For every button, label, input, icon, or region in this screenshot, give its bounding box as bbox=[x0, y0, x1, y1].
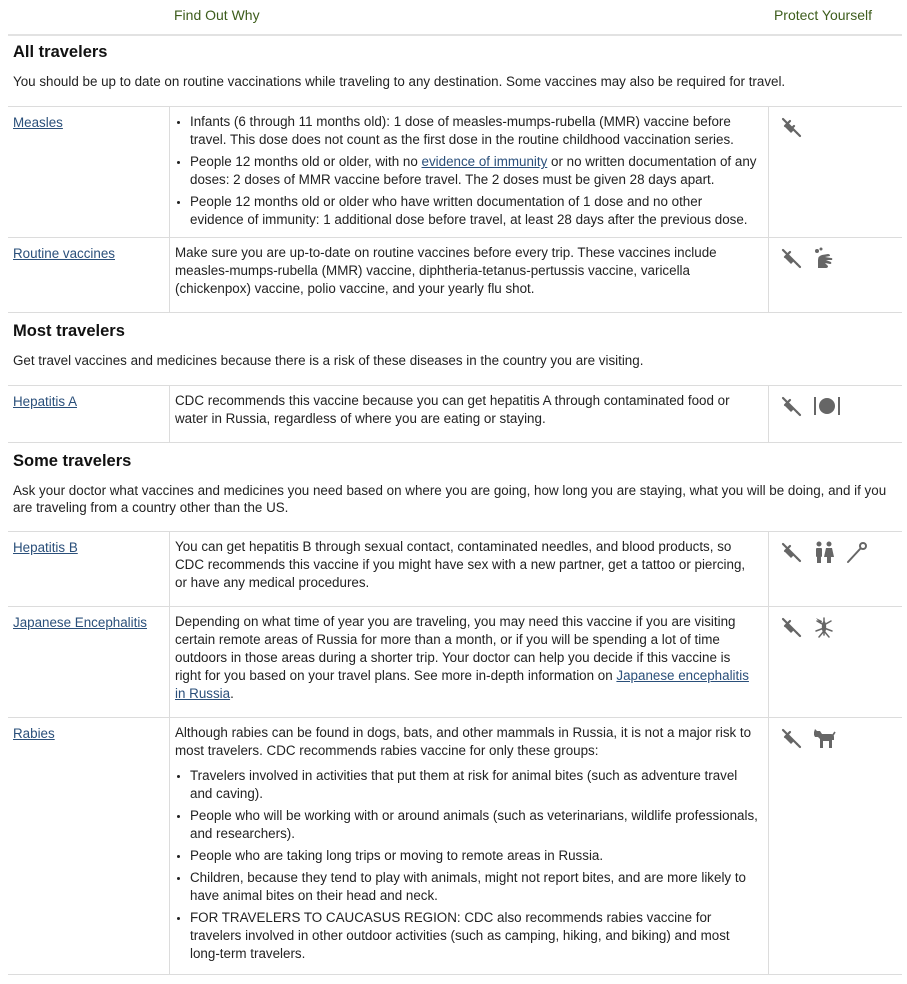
food-plate-icon[interactable] bbox=[812, 394, 842, 418]
evidence-of-immunity-link[interactable]: evidence of immunity bbox=[421, 154, 548, 169]
rabies-intro: Although rabies can be found in dogs, bats, and other mammals in Russia, it is not a major risk to most travelers. CDC recommends rabies vaccine for only these groups: bbox=[175, 725, 752, 758]
rabies-description bbox=[175, 724, 759, 967]
measles-description bbox=[175, 113, 759, 233]
list-item: • People who are taking long trips or moving to remote areas in Russia. bbox=[190, 847, 759, 865]
japanese-encephalitis-description: Depending on what time of year you are traveling, you may need this vaccine if you are visiting certain remote areas of Russia for more than a month, or if you will be spending a lot of time outdoors in those areas during a shorter trip. Your doctor can help you decide if this vaccine is right for you based on your travel plans. See more in-depth information on Japanese encephalitis in Russia. bbox=[175, 614, 749, 701]
table-row-routine-vaccines bbox=[8, 237, 902, 313]
list-item: • People 12 months old or older who have written documentation of 1 dose and no other evidence of immunity: 1 additional dose before travel, at least 28 days after the previous dose. bbox=[190, 193, 759, 229]
syringe-icon[interactable] bbox=[779, 115, 803, 139]
syringe-icon[interactable] bbox=[779, 246, 803, 270]
japanese-encephalitis-link[interactable]: Japanese Encephalitis bbox=[13, 615, 147, 630]
routine-vaccines-description: Make sure you are up-to-date on routine vaccines before every trip. These vaccines include measles-mumps-rubella (MMR) vaccine, diphtheria-tetanus-pertussis vaccine, varicella (chickenpox) vaccine, polio vaccine, and your yearly flu shot. bbox=[175, 245, 717, 296]
section-title: Some travelers bbox=[13, 452, 132, 470]
section-some-travelers bbox=[8, 444, 902, 532]
table-row-hepatitis-a bbox=[8, 385, 902, 443]
table-row-hepatitis-b bbox=[8, 531, 902, 607]
table-header bbox=[8, 0, 902, 36]
list-item: • People 12 months old or older, with no evidence of immunity or no written documentation of any doses: 2 doses of MMR vaccine before travel. The 2 doses must be given 28 days apart. bbox=[190, 153, 759, 189]
list-item: • FOR TRAVELERS TO CAUCASUS REGION: CDC also recommends rabies vaccine for travelers involved in other outdoor activities (such as camping, hiking, and biking) and most long-term travelers. bbox=[190, 909, 759, 963]
list-item: • Travelers involved in activities that put them at risk for animal bites (such as adventure travel and caving). bbox=[190, 767, 759, 803]
list-item: • Children, because they tend to play with animals, might not report bites, and are more likely to have animal bites on their head and neck. bbox=[190, 869, 759, 905]
hepatitis-b-description: You can get hepatitis B through sexual contact, contaminated needles, and blood products, so CDC recommends this vaccine if you might have sex with a new partner, get a tattoo or piercing, or have any medical procedures. bbox=[175, 539, 746, 590]
syringe-icon[interactable] bbox=[779, 394, 803, 418]
protect-yourself-heading: Protect Yourself bbox=[773, 7, 872, 23]
syringe-icon[interactable] bbox=[779, 540, 803, 564]
syringe-icon[interactable] bbox=[779, 726, 803, 750]
section-description: You should be up to date on routine vaccinations while traveling to any destination. Some vaccines may also be required for travel. bbox=[13, 74, 786, 89]
rabies-link[interactable]: Rabies bbox=[13, 726, 55, 741]
measles-link[interactable]: Measles bbox=[13, 115, 63, 130]
hepatitis-a-link[interactable]: Hepatitis A bbox=[13, 394, 78, 409]
hepatitis-b-link[interactable]: Hepatitis B bbox=[13, 540, 78, 555]
section-title: Most travelers bbox=[13, 322, 125, 340]
hand-wash-icon[interactable] bbox=[812, 246, 836, 270]
dog-icon[interactable] bbox=[812, 726, 836, 750]
list-item: • People who will be working with or around animals (such as veterinarians, wildlife professionals, and researchers). bbox=[190, 807, 759, 843]
table-row-japanese-encephalitis bbox=[8, 606, 902, 718]
hepatitis-a-description: CDC recommends this vaccine because you can get hepatitis A through contaminated food or water in Russia, regardless of where you are eating or staying. bbox=[175, 393, 730, 426]
section-most-travelers bbox=[8, 314, 902, 386]
syringe-icon[interactable] bbox=[779, 615, 803, 639]
table-row-measles bbox=[8, 106, 902, 238]
section-description: Get travel vaccines and medicines because there is a risk of these diseases in the country you are visiting. bbox=[13, 353, 644, 368]
needle-icon[interactable] bbox=[845, 540, 869, 564]
section-all-travelers bbox=[8, 36, 902, 106]
table-row-rabies bbox=[8, 717, 902, 975]
list-item: • Infants (6 through 11 months old): 1 dose of measles-mumps-rubella (MMR) vaccine before travel. This dose does not count as the first dose in the routine childhood vaccination series. bbox=[190, 113, 759, 149]
japanese-encephalitis-in-russia-link[interactable]: Japanese encephalitis in Russia bbox=[175, 668, 749, 701]
section-title: All travelers bbox=[13, 43, 108, 61]
find-out-why-heading: Find Out Why bbox=[174, 7, 260, 23]
section-description: Ask your doctor what vaccines and medicines you need based on where you are going, how long you are staying, what you will be doing, and if you are traveling from a country other than the US. bbox=[13, 483, 887, 515]
mosquito-icon[interactable] bbox=[812, 615, 836, 639]
routine-vaccines-link[interactable]: Routine vaccines bbox=[13, 246, 115, 261]
couple-icon[interactable] bbox=[812, 540, 836, 564]
